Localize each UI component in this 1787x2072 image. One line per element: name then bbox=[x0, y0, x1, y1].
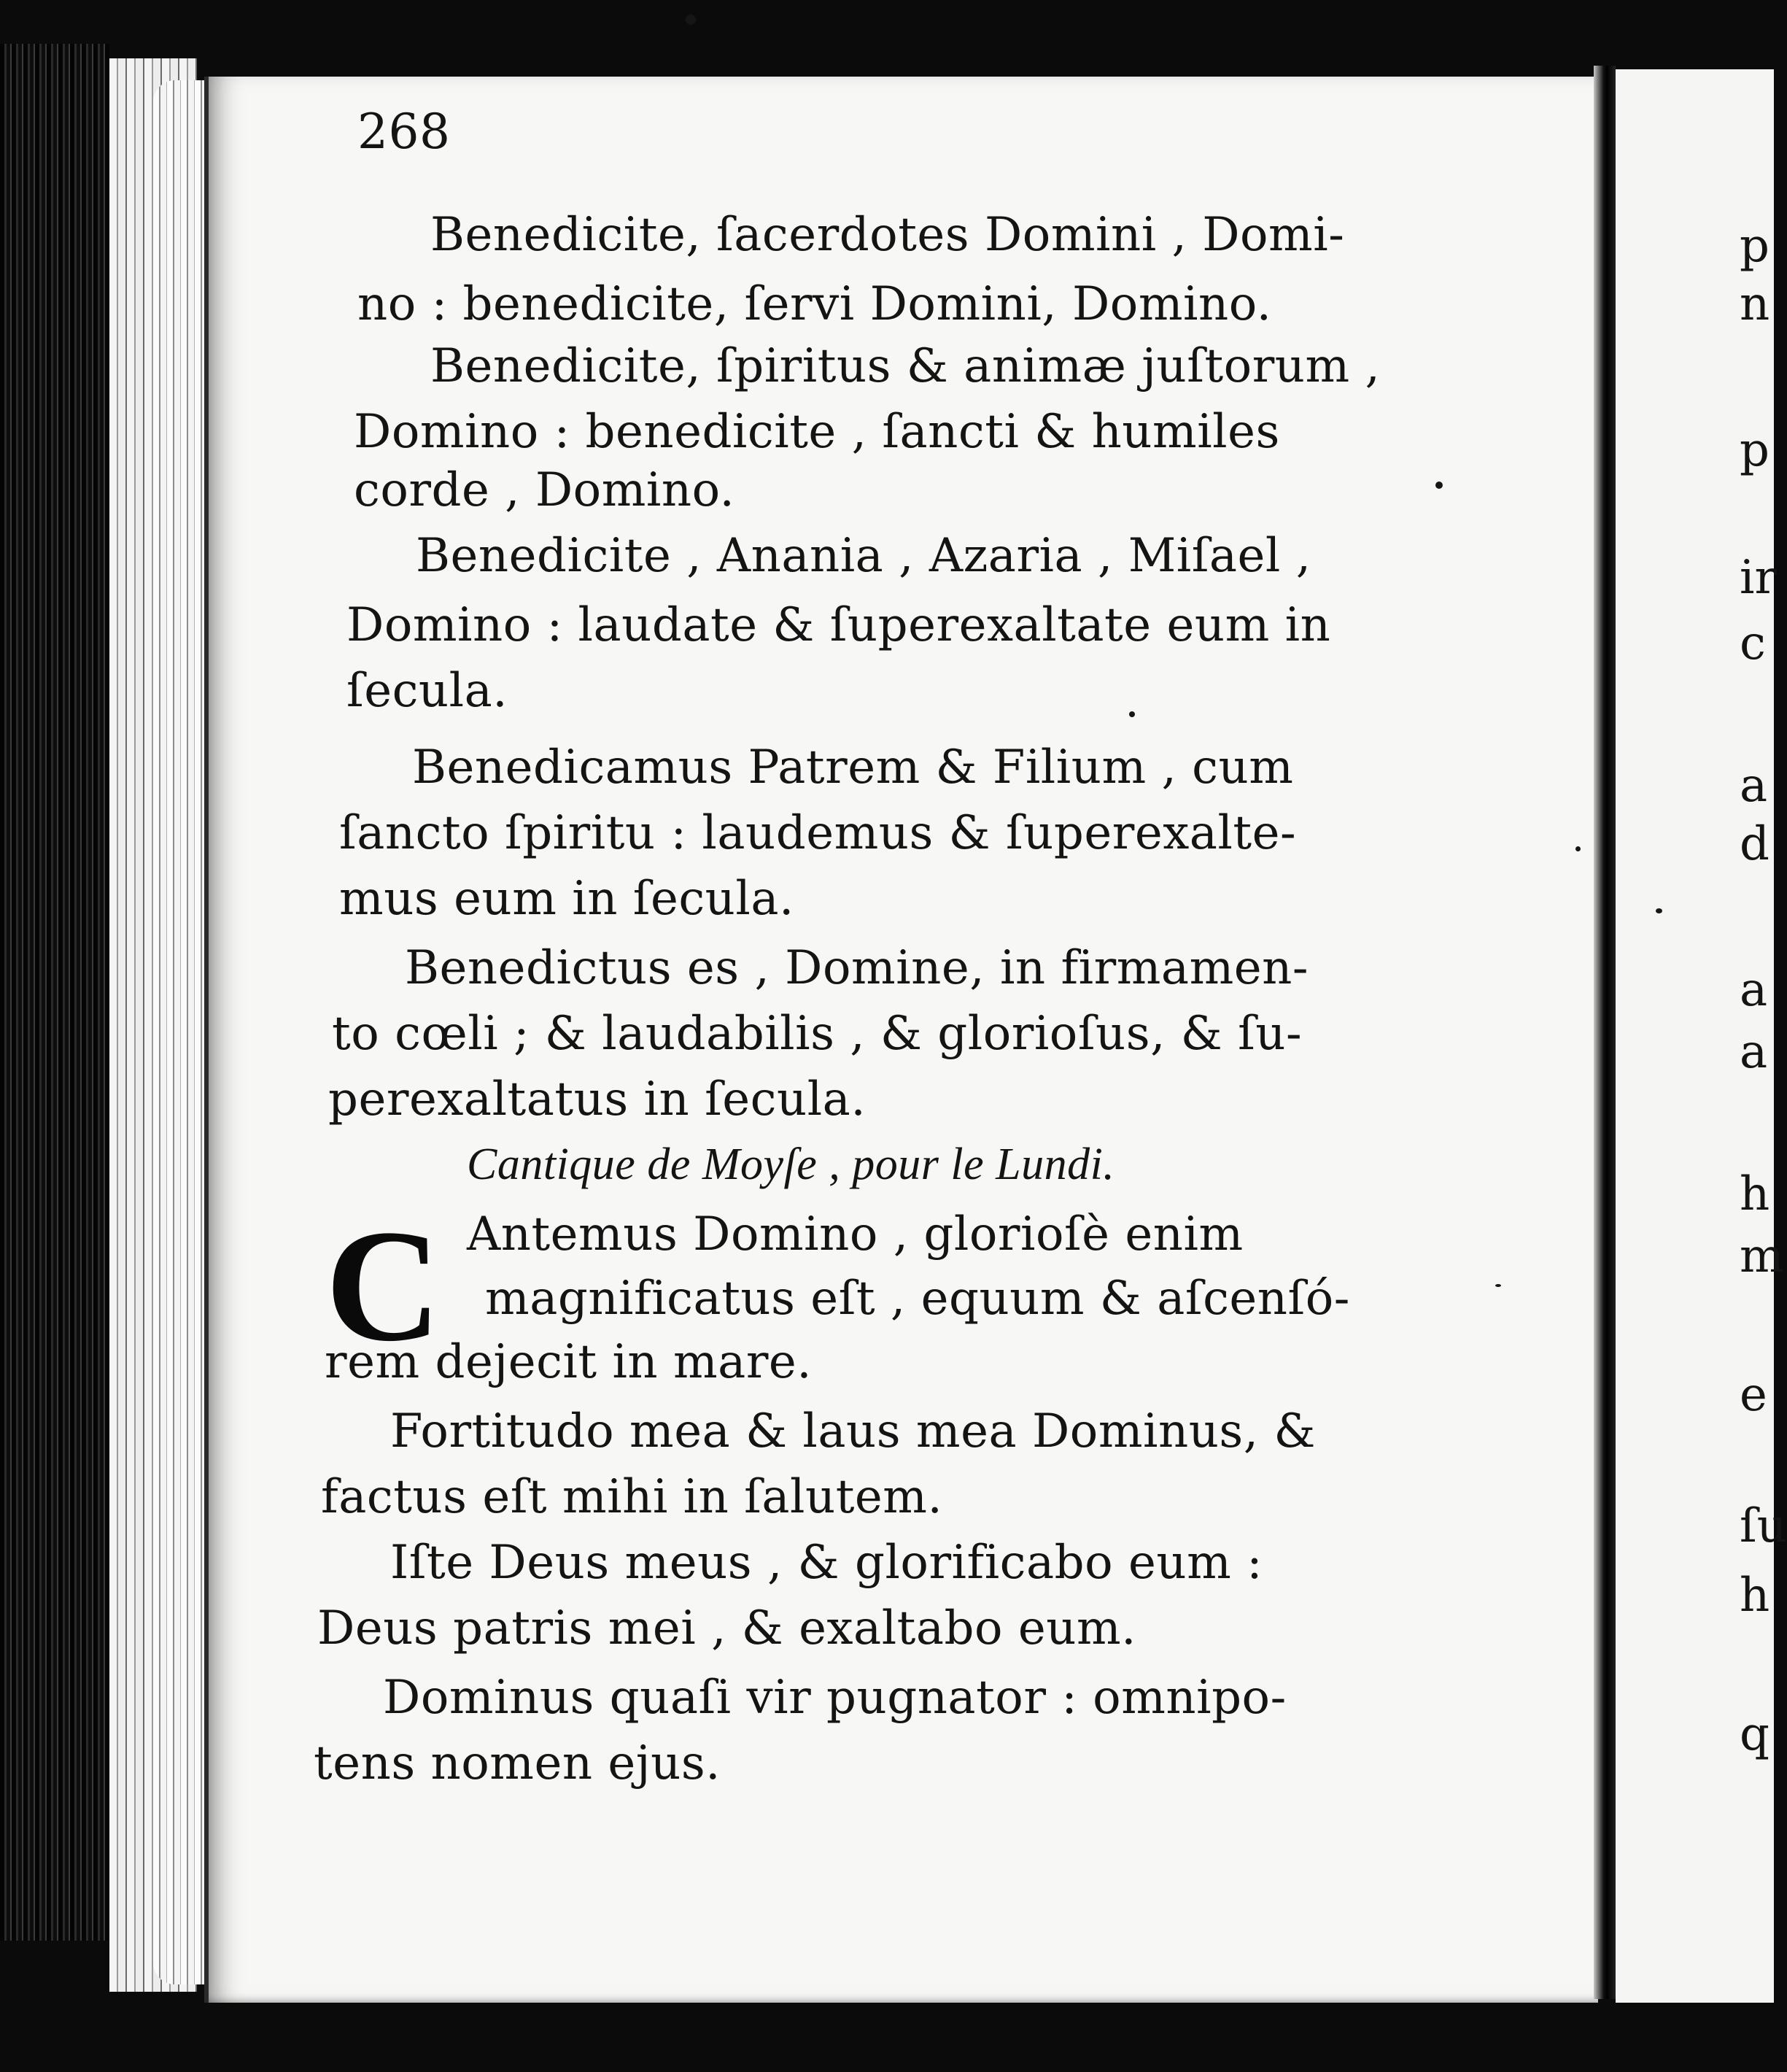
book-fore-edge bbox=[0, 44, 109, 1941]
right-page-fragment: q bbox=[1740, 1707, 1769, 1761]
right-page-fragment: a bbox=[1740, 1025, 1768, 1079]
section-caption: Cantique de Moyſe , pour le Lundi. bbox=[467, 1140, 1115, 1189]
text-line: Benedicamus Patrem & Filium , cum bbox=[412, 741, 1294, 795]
text-line: Domino : laudate & ſuperexaltate eum in bbox=[346, 598, 1331, 652]
text-line: mus eum in ſecula. bbox=[339, 872, 794, 926]
right-page-fragment: a bbox=[1740, 963, 1768, 1017]
text-line: tens nomen ejus. bbox=[314, 1736, 721, 1790]
text-line: Benedictus es , Domine, in firmamen- bbox=[405, 941, 1309, 995]
text-line: factus eſt mihi in ſalutem. bbox=[321, 1470, 943, 1524]
right-page-fragment: h bbox=[1740, 1569, 1770, 1623]
scan-speck bbox=[1129, 711, 1135, 717]
right-page-fragment: p bbox=[1740, 219, 1769, 273]
text-line: Benedicite , Anania , Azaria , Miſael , bbox=[416, 529, 1311, 583]
text-line: rem dejecit in mare. bbox=[325, 1335, 813, 1389]
text-line: magnificatus eſt , equum & aſcenſó- bbox=[485, 1272, 1350, 1326]
text-line: Dominus quaſi vir pugnator : omnipo- bbox=[383, 1671, 1287, 1725]
right-page-fragment: h bbox=[1740, 1167, 1770, 1221]
text-line: Benedicite, ſacerdotes Domini , Domi- bbox=[430, 208, 1345, 262]
right-page-fragment: n bbox=[1740, 277, 1770, 331]
scan-speck bbox=[1575, 846, 1581, 851]
right-page-fragment: ir bbox=[1740, 551, 1778, 605]
text-line: Deus patris mei , & exaltabo eum. bbox=[317, 1601, 1136, 1655]
right-page-fragment: c bbox=[1740, 616, 1766, 670]
text-line: no : benedicite, ſervi Domini, Domino. bbox=[357, 277, 1272, 331]
scan-speck bbox=[686, 15, 696, 25]
text-line: corde , Domino. bbox=[354, 463, 735, 517]
text-line: to cœli ; & laudabilis , & glorioſus, & ſu- bbox=[332, 1007, 1303, 1061]
text-line: Domino : benedicite , ſancti & humiles bbox=[354, 405, 1280, 459]
text-line: ſancto ſpiritu : laudemus & ſuperexalte- bbox=[339, 806, 1297, 860]
right-page-fragment: d bbox=[1740, 817, 1769, 871]
scan-speck bbox=[1435, 482, 1443, 489]
text-line: Antemus Domino , glorioſè enim bbox=[467, 1207, 1244, 1261]
text-line: perexaltatus in ſecula. bbox=[328, 1072, 867, 1126]
book-gutter bbox=[1594, 66, 1616, 1999]
page-number: 268 bbox=[357, 104, 451, 160]
drop-cap: C bbox=[325, 1197, 441, 1375]
text-line: Benedicite, ſpiritus & animæ juſtorum , bbox=[430, 339, 1381, 393]
scan-speck bbox=[1495, 1284, 1501, 1287]
text-line: Iſte Deus meus , & glorificabo eum : bbox=[390, 1536, 1263, 1590]
right-page-fragment: ſu bbox=[1740, 1499, 1787, 1553]
right-page-fragment: e bbox=[1740, 1368, 1767, 1422]
right-page-fragment: p bbox=[1740, 423, 1769, 477]
text-line: Fortitudo mea & laus mea Dominus, & bbox=[390, 1404, 1316, 1458]
right-page-fragment: a bbox=[1740, 759, 1768, 813]
text-line: ſecula. bbox=[346, 664, 508, 718]
right-page-fragment: m bbox=[1740, 1229, 1784, 1283]
scan-speck bbox=[1656, 908, 1662, 913]
